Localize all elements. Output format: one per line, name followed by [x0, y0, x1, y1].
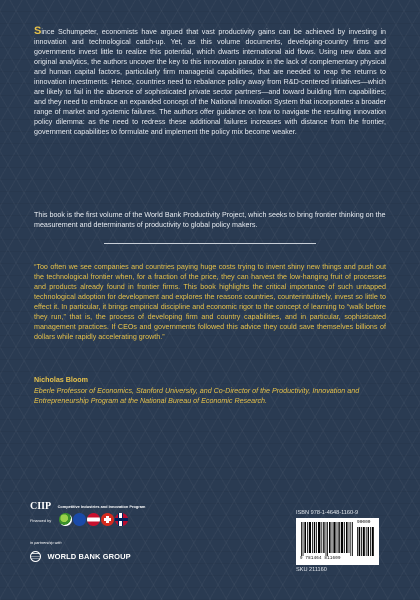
donor-logo-icon: [59, 513, 72, 526]
endorsement-quote: “Too often we see companies and countries paying huge costs trying to invent shiny new things and push out the technological frontier when, for a fraction of the price, they can harvest the low-hanging fruit of processes and products already found in frontier firms. This book highlights the critical importance of such untapped technological adoption for development and explores the reasons countries, counterintuitively, invest so little to effect it. In particular, it brings empirical discipline and economic rigor to the concept of learning to “walk before they run,” that is, the process of developing firm and country capabilities, and in particular, sophisticated management practices. If CEOs and governments followed this advice they could save themselves billions of dollars while rapidly accelerating growth.”: [34, 263, 386, 342]
isbn-label: ISBN 978-1-4648-1160-9: [296, 510, 359, 516]
world-bank-globe-icon: [30, 551, 41, 562]
financed-by-label: Financed by: [30, 518, 52, 523]
section-divider: [104, 243, 316, 244]
norway-flag-icon: [115, 513, 128, 526]
ean-barcode-icon: [301, 522, 353, 556]
series-note: This book is the first volume of the World Bank Productivity Project, which seeks to bring frontier thinking on the measurement and determinants of productivity to global policy makers.: [34, 211, 386, 230]
ciip-logo: CIIP: [30, 501, 52, 513]
endorser-name: Nicholas Bloom: [34, 376, 88, 384]
description-text: ince Schumpeter, economists have argued that vast productivity gains can be achieved by investing in innovation and technological catch-up. Yet, as this volume documents, developing-country firms and governments invest little to realize this potential, which dwarts international aid flows. Using new data and original analytics, the authors uncover the key to this innovation paradox in the lack of complementary physical and human capital factors, particularly firm managerial capabilities, that are needed to reap the returns to innovation investments. Hence, countries need to rebalance policy away from R&D-centered initiatives—which are likely to fail in the absence of sophisticated private sector partners—and toward building firm capabilities; and they need to embrace an expanded concept of the National Innovation System that incorporates a broader range of market and systemic failures. The authors offer guidance on how to navigate the resulting innovation policy dilemma: as the need to redress these additional failures increases with distance from the frontier, government capabilities to formulate and implement the policy mix become weaker.: [34, 28, 386, 137]
price-code: 90000: [357, 520, 371, 525]
drop-cap: S: [34, 25, 42, 37]
sku-label: SKU 211160: [296, 567, 327, 573]
world-bank-group-logo: [30, 548, 131, 562]
addon-barcode-icon: [357, 527, 375, 556]
eu-flag-icon: [73, 513, 86, 526]
switzerland-flag-icon: [101, 513, 114, 526]
partnership-label: in partnership with: [30, 540, 62, 545]
austria-flag-icon: [87, 513, 100, 526]
ciip-program-name: Competitive Industries and Innovation Program: [57, 504, 146, 510]
world-bank-group-wordmark: WORLD BANK GROUP: [47, 552, 131, 562]
ciip-logo-block: [30, 498, 145, 516]
barcode: [296, 518, 379, 565]
barcode-number: 9 781464 811609: [300, 557, 341, 561]
description-paragraph: [34, 26, 386, 138]
endorser-title: Eberle Professor of Economics, Stanford University, and Co-Director of the Productivity, Innovation and Entrepreneurship Program at the National Bureau of Economic Research.: [34, 387, 360, 406]
